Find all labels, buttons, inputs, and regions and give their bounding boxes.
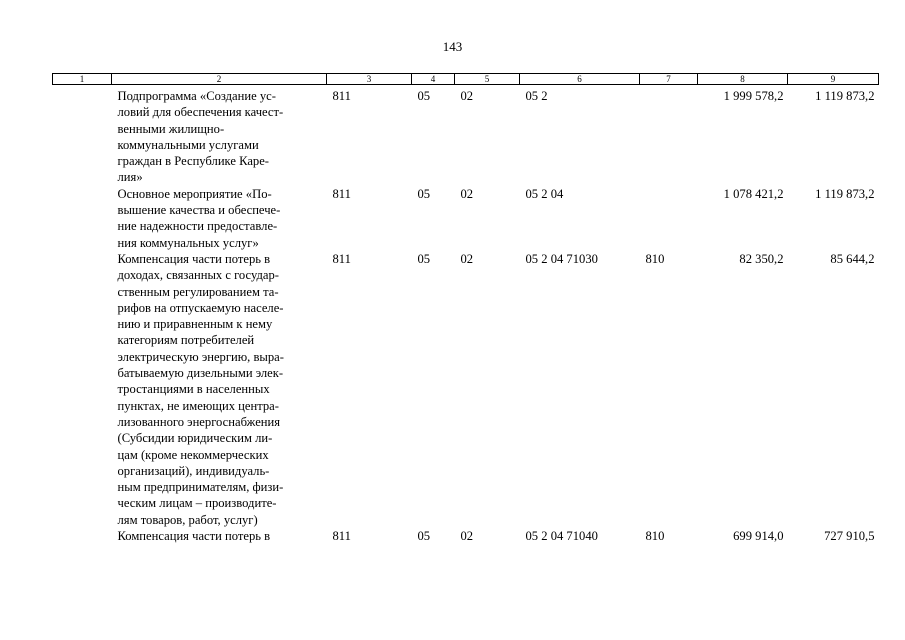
expense-type-code bbox=[640, 85, 698, 186]
target-code: 05 2 04 71040 bbox=[525, 529, 598, 544]
amount-col-9: 85 644,2 bbox=[830, 251, 875, 266]
target-code: 05 2 04 bbox=[525, 186, 564, 201]
ministry-code: 811 bbox=[332, 529, 351, 544]
subsection-code: 02 bbox=[460, 186, 474, 201]
amount-col-8: 699 914,0 bbox=[733, 529, 784, 544]
header-col-2: 2 bbox=[112, 74, 327, 85]
section-code: 05 bbox=[417, 186, 431, 201]
subsection-code: 02 bbox=[460, 251, 474, 266]
header-col-5: 5 bbox=[455, 74, 520, 85]
page-number: 143 bbox=[442, 39, 463, 54]
row-index-cell bbox=[53, 251, 112, 528]
header-col-7: 7 bbox=[640, 74, 698, 85]
amount-col-8: 82 350,2 bbox=[739, 251, 784, 266]
header-col-4: 4 bbox=[412, 74, 455, 85]
ministry-code: 811 bbox=[332, 89, 351, 103]
expense-type-code: 810 bbox=[645, 529, 665, 544]
amount-col-8: 1 999 578,2 bbox=[723, 89, 784, 103]
amount-col-9: 727 910,5 bbox=[824, 529, 875, 544]
header-col-6: 6 bbox=[520, 74, 640, 85]
header-col-3: 3 bbox=[327, 74, 412, 85]
item-name: Компенсация части потерь в bbox=[117, 529, 271, 544]
item-name: Основное мероприятие «По- вышение качества и обеспече- ние надежности предоставле- ния коммунальных услуг» bbox=[117, 186, 281, 250]
ministry-code: 811 bbox=[332, 186, 351, 201]
item-name: Подпрограмма «Создание ус- ловий для обеспечения качест- венными жилищно- коммунальными услугами граждан в Республике Каре- лия» bbox=[117, 89, 284, 185]
amount-col-8: 1 078 421,2 bbox=[723, 186, 784, 201]
ministry-code: 811 bbox=[332, 251, 351, 266]
table-row bbox=[53, 85, 879, 186]
header-col-8: 8 bbox=[698, 74, 788, 85]
section-code: 05 bbox=[417, 251, 431, 266]
expense-type-code bbox=[640, 186, 698, 251]
column-number-header bbox=[53, 74, 879, 85]
row-index-cell bbox=[53, 528, 112, 544]
header-col-9: 9 bbox=[788, 74, 879, 85]
subsection-code: 02 bbox=[460, 89, 474, 103]
target-code: 05 2 bbox=[525, 89, 548, 103]
table-row bbox=[53, 186, 879, 251]
header-col-1: 1 bbox=[53, 74, 112, 85]
section-code: 05 bbox=[417, 89, 431, 103]
row-index-cell bbox=[53, 85, 112, 186]
budget-table bbox=[52, 73, 879, 544]
section-code: 05 bbox=[417, 529, 431, 544]
amount-col-9: 1 119 873,2 bbox=[815, 186, 875, 201]
table-row bbox=[53, 251, 879, 528]
amount-col-9: 1 119 873,2 bbox=[815, 89, 875, 103]
expense-type-code: 810 bbox=[645, 251, 665, 266]
target-code: 05 2 04 71030 bbox=[525, 251, 598, 266]
subsection-code: 02 bbox=[460, 529, 474, 544]
item-name: Компенсация части потерь в доходах, связанных с государ- ственным регулированием та- рифов на отпускаемую населе- нию и приравненным к нему категориям потребителей электрическую энергию, выра- батываемую дизельными элек- тростанциями в населенных пунктах, не имеющих центра- лизованного энергоснабжения (Субсидии юридическим ли- цам (кроме некоммерческих организаций), индивидуаль- ным предпринимателям, физи- ческим лицам – производите- лям товаров, работ, услуг) bbox=[117, 251, 284, 527]
table-row bbox=[53, 528, 879, 544]
row-index-cell bbox=[53, 186, 112, 251]
